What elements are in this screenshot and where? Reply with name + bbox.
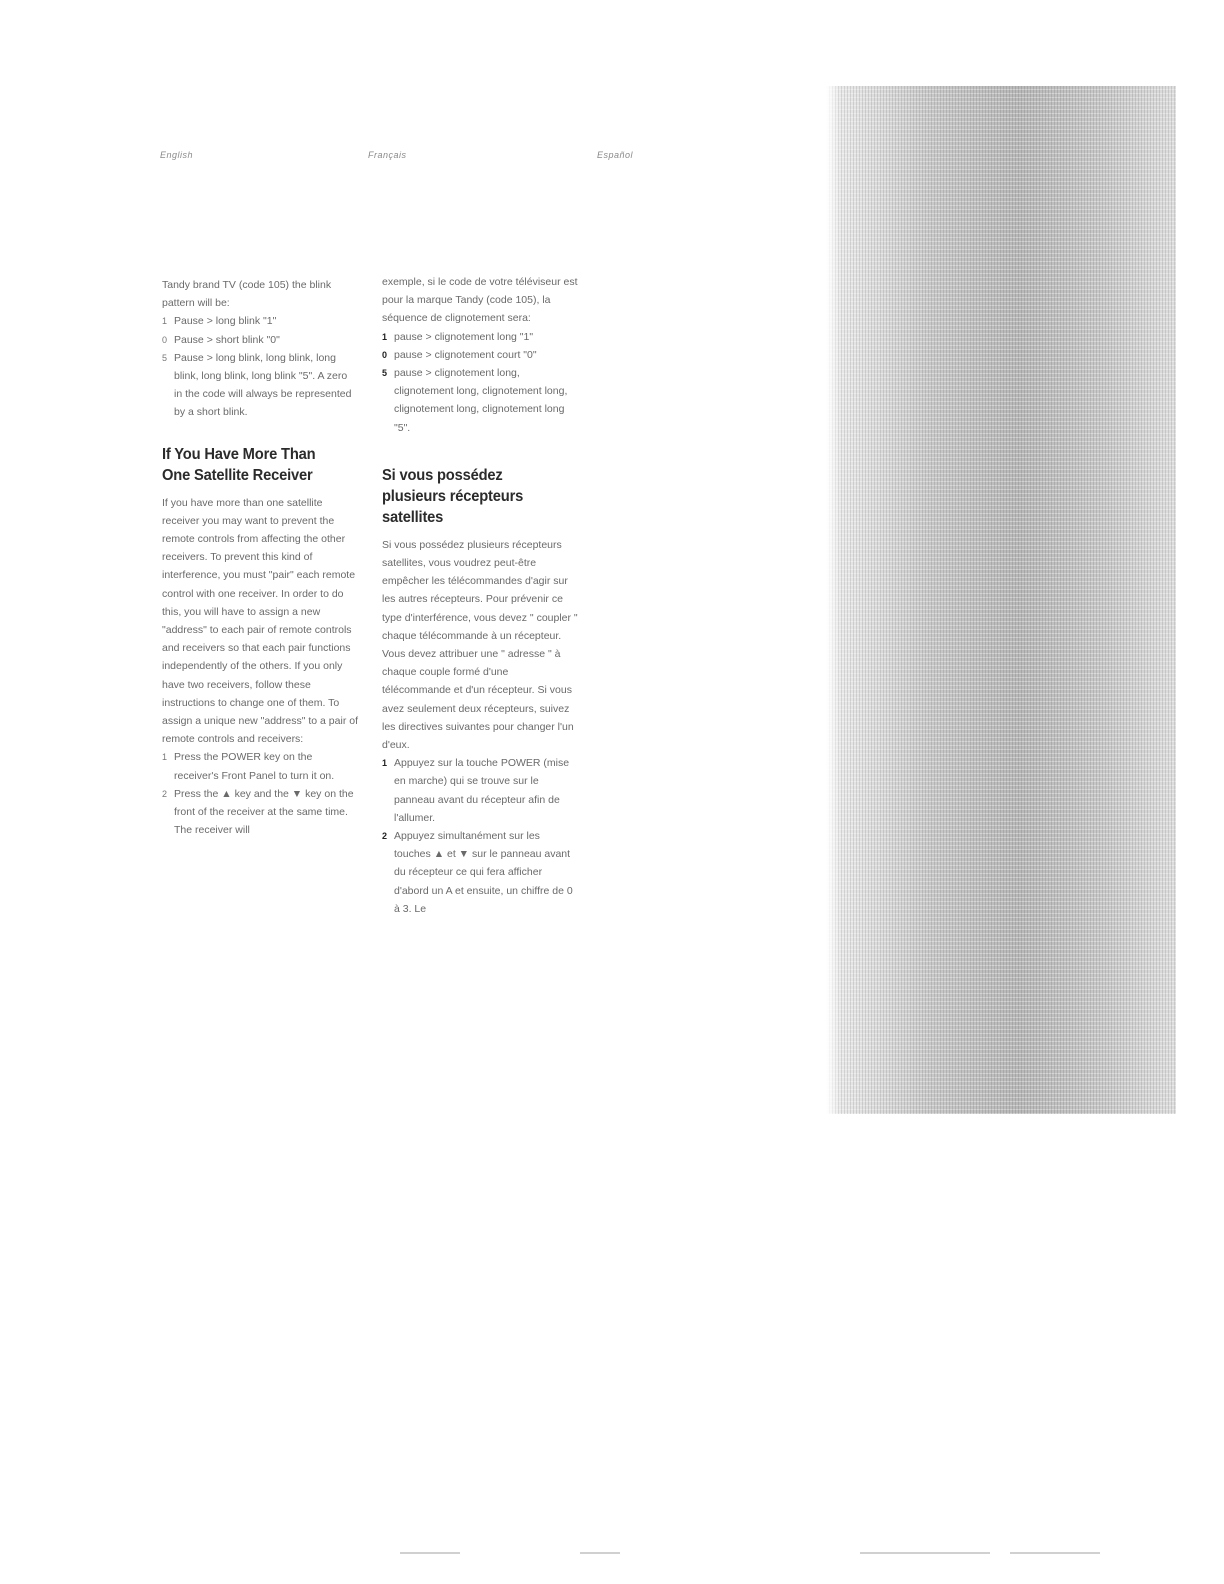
step-number: 2 [162, 788, 168, 799]
francais-intro: exemple, si le code de votre téléviseur est pour la marque Tandy (code 105), la séquence de clignotement sera: [382, 276, 578, 325]
step-number: 1 [162, 316, 168, 327]
language-tab-francais: Français [368, 150, 407, 160]
scan-texture-edge [826, 86, 840, 1114]
english-column [162, 276, 358, 839]
francais-body: Si vous possédez plusieurs récepteurs satellites, vous voudrez peut-être empêcher les télécommandes d'agir sur les autres récepteurs. Pour prévenir ce type d'interférence, vous devez " coupler " chaque télécommande à un récepteur. Vous devez attribuer une " adresse " à chaque couple formé d'une télécommande et d'un récepteur. Si vous avez seulement deux récepteurs, suivez les directives suivantes pour changer l'un d'eux. [382, 538, 578, 752]
step-number: 5 [382, 368, 388, 379]
step-number: 0 [162, 334, 168, 345]
english-body: If you have more than one satellite receiver you may want to prevent the remote controls from affecting the other receivers. To prevent this kind of interference, you must "pair" each remote control with one receiver. In order to do this, you will have to assign a new "address" to each pair of remote controls and receivers so that each pair functions independently of the others. If you only have two receivers, follow these instructions to change one of them. To assign a unique new "address" to a pair of remote controls and receivers: [162, 496, 358, 746]
scan-noise-mark [580, 1552, 620, 1554]
step-number: 1 [382, 758, 388, 769]
step-text: Appuyez sur la touche POWER (mise en marche) qui se trouve sur le panneau avant du récepteur afin de l'allumer. [394, 757, 570, 824]
blink-step [382, 364, 578, 437]
step-number: 2 [382, 831, 388, 842]
instruction-step [382, 827, 578, 918]
step-number: 0 [382, 349, 388, 360]
scan-texture-panel [826, 86, 1176, 1114]
blink-step [162, 312, 358, 330]
scan-noise-mark [860, 1552, 990, 1554]
step-number: 5 [162, 352, 168, 363]
scan-noise-mark [400, 1552, 460, 1554]
step-number: 1 [382, 331, 388, 342]
english-intro: Tandy brand TV (code 105) the blink pattern will be: [162, 279, 332, 310]
step-text: Pause > short blink "0" [174, 333, 280, 346]
language-tab-english: English [160, 150, 194, 160]
step-text: Press the ▲ key and the ▼ key on the front of the receiver at the same time. The receiver will [174, 787, 354, 837]
instruction-step [382, 754, 578, 827]
blink-step [162, 331, 358, 349]
instruction-step [162, 785, 358, 840]
blink-step [162, 349, 358, 422]
blink-step [382, 328, 578, 346]
step-text: Pause > long blink "1" [174, 315, 277, 328]
step-text: Pause > long blink, long blink, long blink, long blink, long blink "5". A zero in the code will always be represented by a short blink. [174, 351, 352, 419]
francais-column [382, 273, 578, 918]
step-text: Appuyez simultanément sur les touches ▲ et ▼ sur le panneau avant du récepteur ce qui fera afficher d'abord un A et ensuite, un chiffre de 0 à 3. Le [394, 830, 573, 915]
blink-step [382, 346, 578, 364]
instruction-step [162, 748, 358, 784]
step-text: pause > clignotement long, clignotement long, clignotement long, clignotement long, clignotement long "5". [394, 367, 568, 434]
scan-noise-mark [1010, 1552, 1100, 1554]
step-text: pause > clignotement court "0" [394, 348, 537, 361]
section-heading-english: If You Have More Than One Satellite Receiver [162, 445, 316, 484]
step-number: 1 [162, 752, 168, 763]
section-heading-francais: Si vous possédez plusieurs récepteurs satellites [382, 466, 524, 526]
language-tab-espanol: Español [597, 150, 634, 160]
step-text: pause > clignotement long "1" [394, 330, 534, 343]
step-text: Press the POWER key on the receiver's Front Panel to turn it on. [174, 751, 335, 782]
